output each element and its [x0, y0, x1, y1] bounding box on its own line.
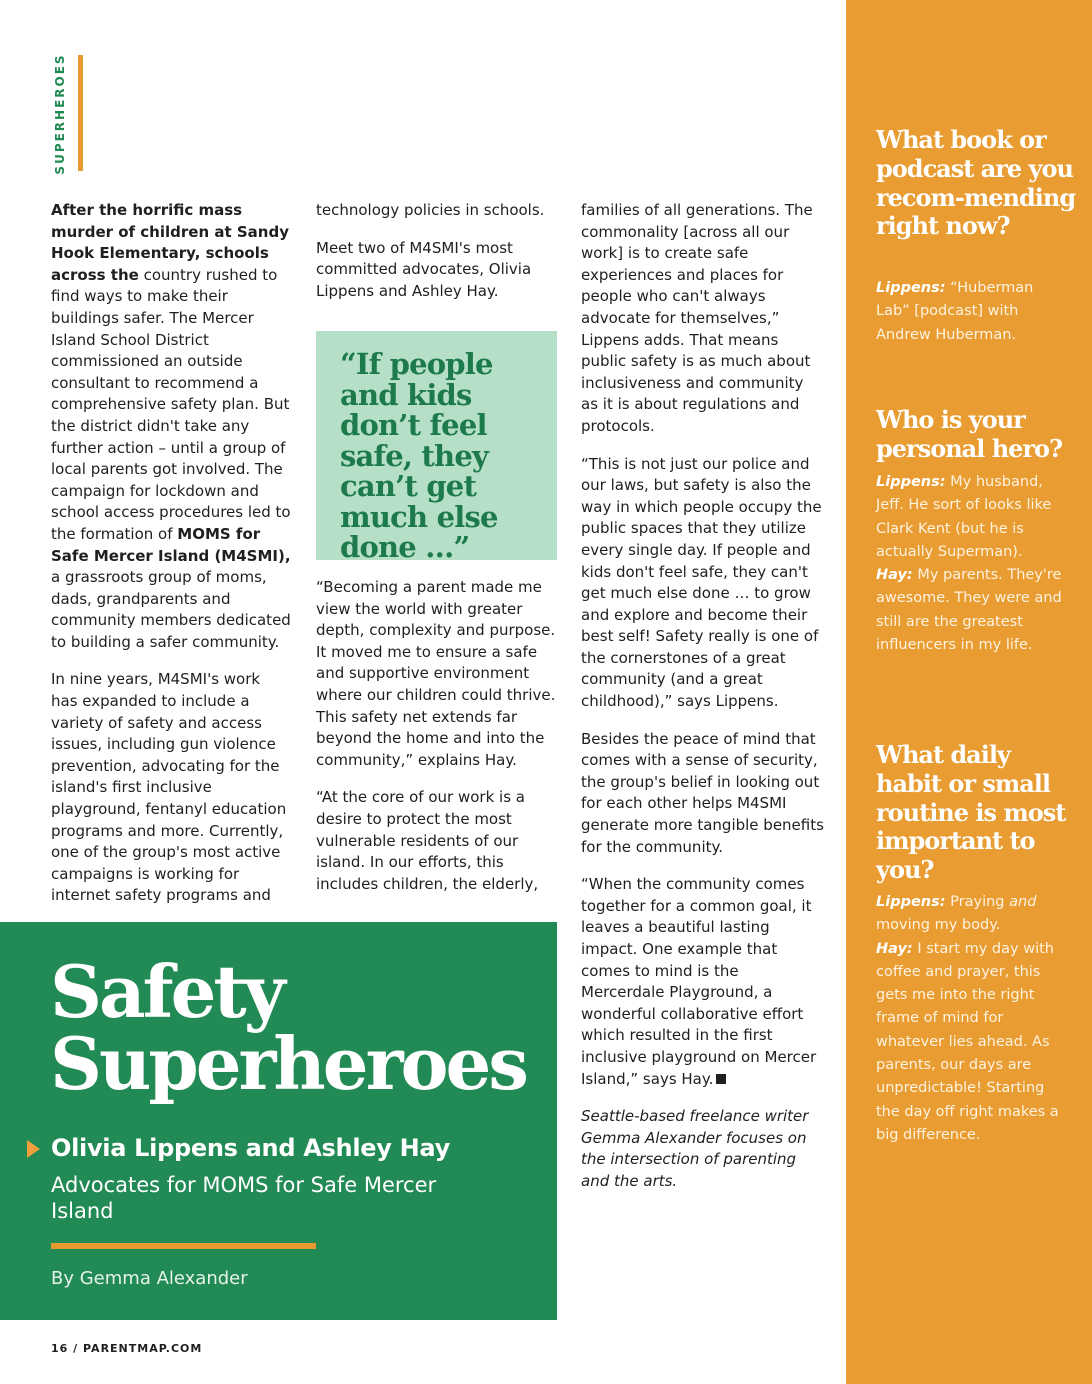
paragraph: “At the core of our work is a desire to protect the most vulnerable residents of our island. In our efforts, this includes children, the elderly, — [316, 788, 539, 893]
qa-sidebar — [846, 0, 1092, 1384]
pull-quote: “If people and kids don’t feel safe, they can’t get much else done …” — [316, 331, 557, 560]
paragraph: Meet two of M4SMI's most committed advocates, Olivia Lippens and Ashley Hay. — [316, 238, 532, 300]
article-title — [50, 949, 526, 1106]
title-line: Safety — [50, 949, 283, 1034]
paragraph — [51, 200, 291, 653]
sidebar-question: What daily habit or small routine is most important to you? — [876, 740, 1066, 885]
paragraph-text: a grassroots group of moms, dads, grandparents and community members dedicated to building a safer community. — [51, 568, 291, 651]
paragraph: technology policies in schools. — [316, 201, 545, 219]
answer-text: “Huberman Lab” [podcast] with Andrew Huberman. — [876, 280, 1034, 343]
article-column-2-lower — [316, 577, 560, 911]
answer-speaker: Hay: — [876, 567, 913, 584]
site-name: / PARENTMAP.COM — [73, 1342, 203, 1355]
article-column-1 — [51, 200, 291, 923]
subject-names: Olivia Lippens and Ashley Hay — [51, 1134, 450, 1162]
author-bio: Seattle-based freelance writer Gemma Alexander focuses on the intersection of parenting and the arts. — [581, 1107, 809, 1190]
answer-speaker: Lippens: — [876, 894, 946, 910]
answer-text: and — [1009, 894, 1037, 910]
sidebar-answer — [876, 891, 1066, 1147]
answer-text: I start my day with coffee and prayer, this gets me into the right frame of mind for whatever lies ahead. As parents, our days are unpredictable! Starting the day off right makes a big difference. — [876, 940, 1059, 1143]
answer-text: My husband, Jeff. He sort of looks like Clark Kent (but he is actually Superman). — [876, 474, 1052, 560]
byline: By Gemma Alexander — [51, 1268, 248, 1289]
paragraph-text: “When the community comes together for a common goal, it leaves a beautiful lasting impact. One example that comes to mind is the Mercerdale Playground, a wonderful collaborative effort which resulted in the first inclusive playground on Mercer Island,” says Hay. — [581, 875, 817, 1088]
sidebar-answer — [876, 471, 1066, 657]
triangle-bullet-icon — [27, 1140, 40, 1158]
article-column-3 — [581, 200, 825, 1209]
lead-text: After the horrific mass murder of children at Sandy Hook Elementary, schools across the — [51, 201, 289, 284]
sidebar-question: Who is your personal hero? — [876, 405, 1063, 463]
paragraph-text: country rushed to find ways to make their buildings safer. The Mercer Island School District commissioned an outside consultant to recommend a comprehensive safety plan. But the district didn't take any further action – until a group of local parents got involved. The campaign for lockdown and school access procedures led to the formation of — [51, 265, 291, 543]
answer-text: Praying — [945, 894, 1010, 910]
section-tag-label: SUPERHEROES — [53, 53, 67, 175]
answer-text: My parents. They're awesome. They were and still are the greatest influencers in my life. — [876, 567, 1062, 654]
section-tag — [51, 55, 69, 173]
paragraph: In nine years, M4SMI's work has expanded to include a variety of safety and access issues, including gun violence prevention, advocating for the island's first inclusive playground, fentanyl education programs and more. Currently, one of the group's most active campaigns is working for internet safety programs and — [51, 670, 287, 905]
page-folio — [51, 1342, 202, 1355]
paragraph: “Becoming a parent made me view the world with greater depth, complexity and purpose. It moved me to ensure a safe and supportive environment where our children could thrive. This safety net extends far beyond the home and into the community,” explains Hay. — [316, 578, 556, 769]
answer-speaker: Lippens: — [876, 474, 946, 490]
section-tag-bar — [78, 55, 83, 171]
answer-speaker: Lippens: — [876, 280, 946, 296]
paragraph: “This is not just our police and our laws, but safety is also the way in which people occupy the public spaces that they utilize every single day. If people and kids don't feel safe, they can't get much else done … to grow and explore and become their best self! Safety really is one of the cornerstones of a great community (and a great childhood),” says Lippens. — [581, 454, 822, 711]
paragraph: Besides the peace of mind that comes with a sense of security, the group's belief in looking out for each other helps M4SMI generate more tangible benefits for the community. — [581, 729, 824, 856]
answer-text: moving my body. — [876, 917, 1001, 934]
sidebar-answer — [876, 277, 1066, 347]
org-name: MOMS for Safe Mercer Island (M4SMI), — [51, 524, 291, 565]
paragraph: families of all generations. The commonality [across all our work] is to create safe experiences and places for people who can't always advocate for themselves,” Lippens adds. That means public safety is as much about inclusiveness and community as it is about regulations and protocols. — [581, 201, 813, 435]
subtitle: Advocates for MOMS for Safe Mercer Island — [51, 1173, 437, 1223]
title-line: Superheroes — [50, 1021, 526, 1106]
page-number: 16 — [51, 1342, 69, 1355]
title-block — [0, 922, 557, 1320]
paragraph — [581, 874, 825, 1090]
end-mark-icon — [716, 1074, 726, 1084]
sidebar-question: What book or podcast are you recom-mending right now? — [876, 125, 1076, 241]
title-divider — [51, 1243, 316, 1249]
article-column-2 — [316, 200, 560, 318]
answer-speaker: Hay: — [876, 940, 913, 957]
